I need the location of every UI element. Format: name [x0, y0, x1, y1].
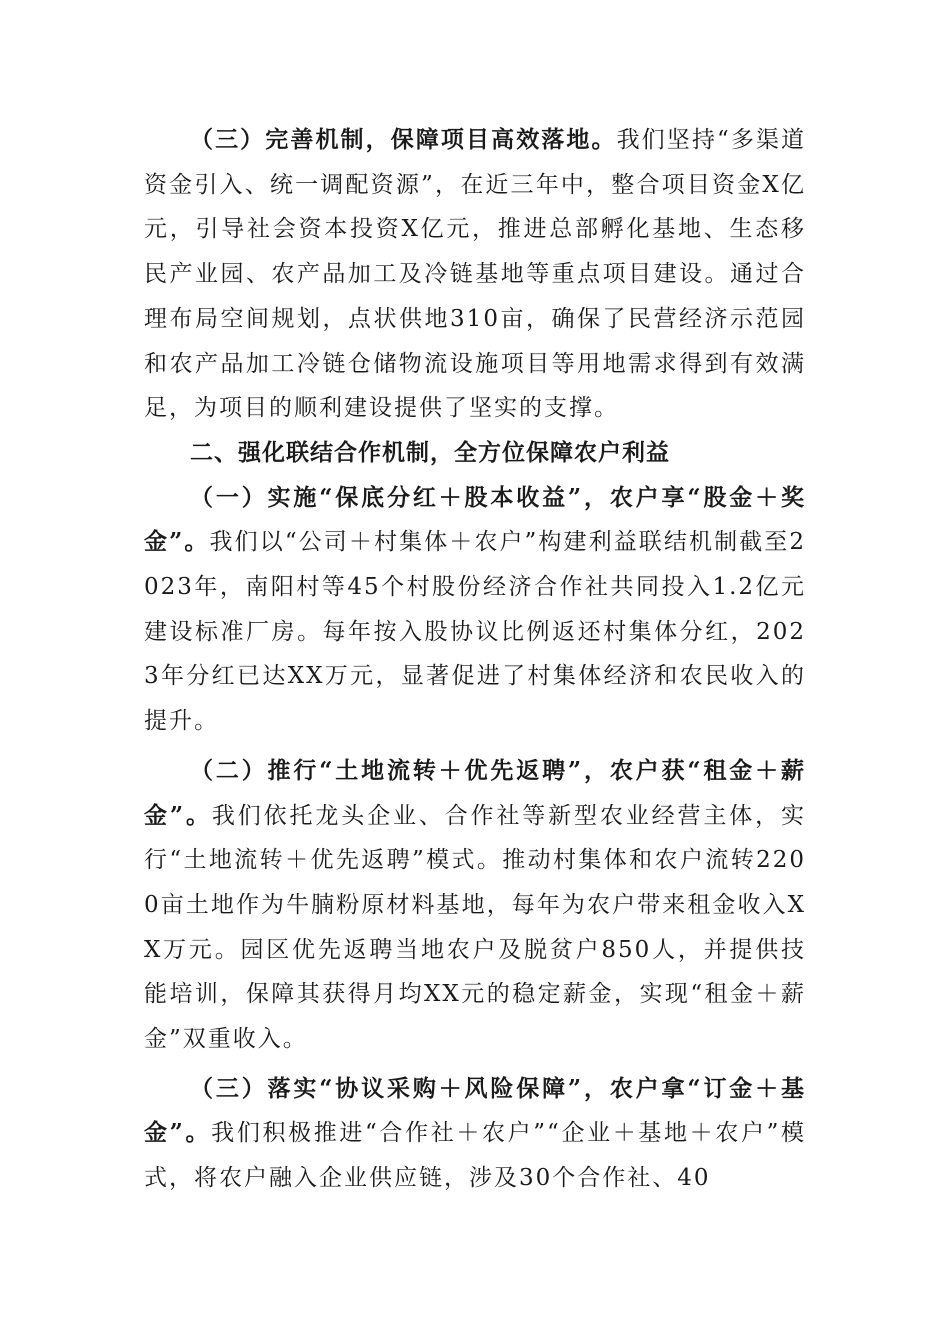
- section-heading: 二、强化联结合作机制，全方位保障农户利益: [190, 439, 670, 466]
- paragraph-land-transfer: [144, 749, 806, 1062]
- paragraph-improve-mechanism: [144, 118, 806, 431]
- paragraph-lead: （一）实施“保底分红＋股本收益”，农户享“股金＋奖金”。: [144, 483, 806, 556]
- paragraph-lead: （二）推行“土地流转＋优先返聘”，农户获“租金＋薪金”。: [144, 756, 806, 829]
- paragraph-body: 我们积极推进“合作社＋农户”“企业＋基地＋农户”模式，将农户融入企业供应链，涉及30个合作社、40: [144, 1120, 806, 1192]
- paragraph-lead: （三）落实“协议采购＋风险保障”，农户拿“订金＋基金”。: [144, 1074, 806, 1147]
- paragraph-procurement-risk: [144, 1067, 806, 1201]
- paragraph-dividend-equity: [144, 476, 806, 744]
- paragraph-body: 我们坚持“多渠道资金引入、统一调配资源”，在近三年中，整合项目资金X亿元，引导社会资本投资X亿元，推进总部孵化基地、生态移民产业园、农产品加工及冷链基地等重点项目建设。通过合理布局空间规划，点状供地310亩，确保了民营经济示范园和农产品加工冷链仓储物流设施项目等用地需求得到有效满足，为项目的顺利建设提供了坚实的支撑。: [144, 127, 807, 422]
- paragraph-lead: （三）完善机制，保障项目高效落地。: [190, 126, 617, 153]
- document-page: [144, 118, 806, 1201]
- paragraph-body: 我们依托龙头企业、合作社等新型农业经营主体，实行“土地流转＋优先返聘”模式。推动村集体和农户流转2200亩土地作为牛腩粉原材料基地，每年为农户带来租金收入XX万元。园区优先返聘当地农户及脱贫户850人，并提供技能培训，保障其获得月均XX元的稳定薪金，实现“租金＋薪金”双重收入。: [144, 802, 806, 1053]
- paragraph-body: 我们以“公司＋村集体＋农户”构建利益联结机制截至2023年，南阳村等45个村股份经济合作社共同投入1.2亿元建设标准厂房。每年按入股协议比例返还村集体分红，2023年分红已达XX万元，显著促进了村集体经济和农民收入的提升。: [144, 529, 807, 735]
